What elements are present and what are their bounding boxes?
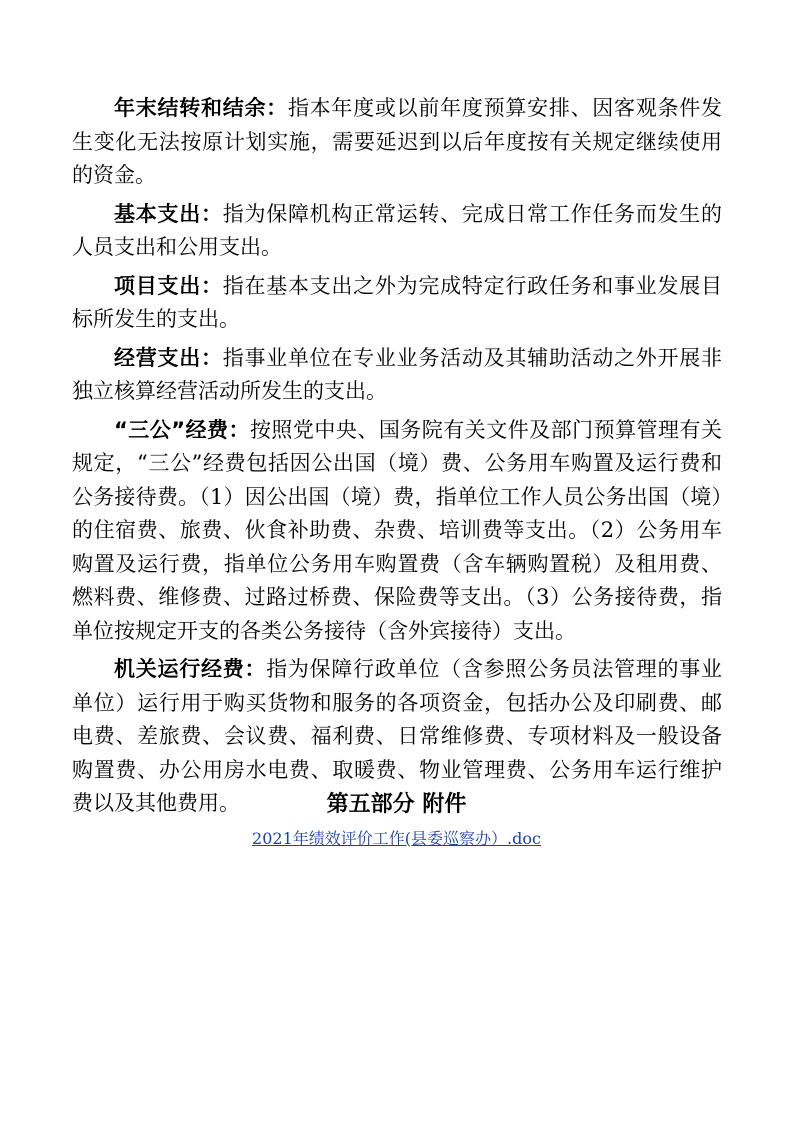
term-operating-expenditure: 经营支出： xyxy=(114,345,223,370)
glossary-paragraph-three-public-funds xyxy=(72,414,722,649)
glossary-paragraph-project-expenditure xyxy=(72,270,722,337)
term-agency-operating-funds: 机关运行经费： xyxy=(114,657,267,681)
definition-basic-expenditure: 指为保障机构正常运转、完成日常工作任务而发生的人员支出和公用支出。 xyxy=(72,201,723,259)
definition-project-expenditure: 指在基本支出之外为完成特定行政任务和事业发展目标所发生的支出。 xyxy=(72,273,723,331)
glossary-paragraph-basic-expenditure xyxy=(72,198,722,265)
term-project-expenditure: 项目支出： xyxy=(114,273,223,298)
glossary-paragraph-carryover xyxy=(72,92,722,193)
attachment-link[interactable]: 2021年绩效评价工作(县委巡察办）.doc xyxy=(252,829,541,848)
glossary-section xyxy=(72,92,722,826)
term-basic-expenditure: 基本支出： xyxy=(114,201,223,226)
definition-agency-operating-funds: 指为保障行政单位（含参照公务员法管理的事业单位）运行用于购买货物和服务的各项资金，包括办公及印刷费、邮电费、差旅费、会议费、福利费、日常维修费、专项材料及一般设备购置费、办公用房水电费、取暖费、物业管理费、公务用车运行维护费以及其他费用。 xyxy=(72,657,723,815)
glossary-paragraph-operating-expenditure xyxy=(72,342,722,409)
definition-carryover: 指本年度或以前年度预算安排、因客观条件发生变化无法按原计划实施，需要延迟到以后年度按有关规定继续使用的资金。 xyxy=(72,96,723,187)
term-carryover: 年末结转和结余： xyxy=(114,96,288,120)
definition-operating-expenditure: 指事业单位在专业业务活动及其辅助活动之外开展非独立核算经营活动所发生的支出。 xyxy=(72,345,723,403)
definition-three-public-funds: 按照党中央、国务院有关文件及部门预算管理有关规定，“三公”经费包括因公出国（境）费、公务用车购置及运行费和公务接待费。（1）因公出国（境）费，指单位工作人员公务出国（境）的住宿费、旅费、伙食补助费、杂费、培训费等支出。（2）公务用车购置及运行费，指单位公务用车购置费（含车辆购置税）及租用费、燃料费、维修费、过路过桥费、保险费等支出。（3）公务接待费，指单位按规定开支的各类公务接待（含外宾接待）支出。 xyxy=(72,417,722,643)
term-three-public-funds: “三公”经费： xyxy=(114,417,250,442)
section-title-attachments: 第五部分 附件 xyxy=(326,792,467,817)
attachment-row xyxy=(0,827,793,851)
